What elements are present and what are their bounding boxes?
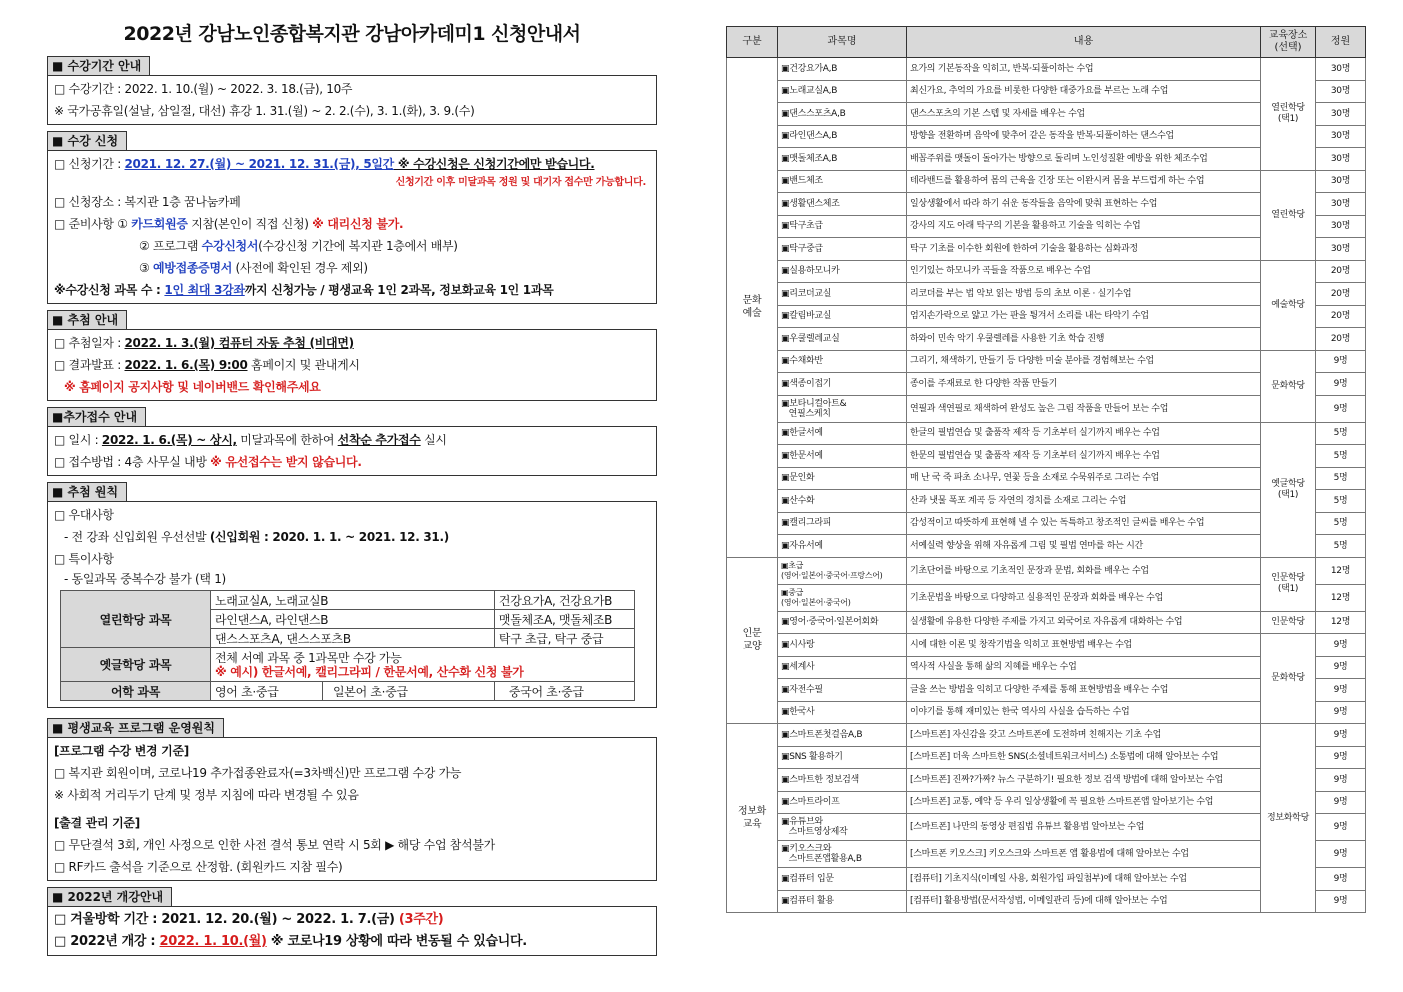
capacity-cell: 12명 <box>1316 557 1366 584</box>
capacity-cell: 9명 <box>1316 868 1366 891</box>
subject-description: 리코더를 부는 법 악보 읽는 방법 등의 초보 이론 · 실기수업 <box>907 283 1261 306</box>
capacity-cell: 9명 <box>1316 395 1366 422</box>
capacity-cell: 20명 <box>1316 283 1366 306</box>
course-restriction-table <box>60 590 635 701</box>
limit-value: 1인 최대 3강좌 <box>164 283 245 297</box>
subject-name: ▣한문서예 <box>778 445 907 468</box>
subject-name: ▣스마트한 정보검색 <box>778 769 907 792</box>
subject-name: ▣생활댄스체조 <box>778 193 907 216</box>
extra-method-label: □ 접수방법 : 4층 사무실 내방 <box>54 455 211 469</box>
subject-description: 탁구 기초를 이수한 회원에 한하여 기술을 활용하는 심화과정 <box>907 238 1261 261</box>
subject-name: ▣칼림바교실 <box>778 305 907 328</box>
capacity-cell: 30명 <box>1316 215 1366 238</box>
extra-date-text: 미달과목에 한하여 <box>236 433 338 447</box>
subject-name: ▣산수화 <box>778 490 907 513</box>
principle-box <box>47 501 657 708</box>
curriculum-row <box>727 350 1366 373</box>
lottery-notice: ※ 홈페이지 공지사항 및 네이버밴드 확인해주세요 <box>64 380 321 394</box>
subject-name: ▣SNS 활용하기 <box>778 746 907 769</box>
subject-name: ▣세계사 <box>778 656 907 679</box>
limit-post: 까지 신청가능 / 평생교육 1인 2과목, 정보화교육 1인 1과목 <box>244 283 554 297</box>
subject-description: 종이를 주재료로 한 다양한 작품 만들기 <box>907 373 1261 396</box>
prep2-pre: ② 프로그램 <box>139 239 202 253</box>
subject-name: ▣중급 (영어·일본어·중국어) <box>778 584 907 611</box>
subject-name: ▣탁구중급 <box>778 238 907 261</box>
period-value: : 2022. 1. 10.(월) ~ 2022. 3. 18.(금), 10주 <box>113 82 353 96</box>
capacity-cell: 9명 <box>1316 814 1366 841</box>
subject-description: [스마트폰] 진짜?가짜? 뉴스 구분하기! 필요한 정보 검색 방법에 대해 알아보는 수업 <box>907 769 1261 792</box>
capacity-cell: 9명 <box>1316 791 1366 814</box>
old-course-label: 옛글학당 과목 <box>61 648 211 682</box>
curriculum-row <box>727 260 1366 283</box>
curriculum-row <box>727 58 1366 81</box>
subject-description: 매 난 국 죽 파초 소나무, 연꽃 등을 소재로 수묵위주로 그리는 수업 <box>907 467 1261 490</box>
extra-box <box>47 426 657 476</box>
period-section-head: ■ 수강기간 안내 <box>47 56 150 75</box>
lottery-box <box>47 329 657 401</box>
opening-note: ※ 코로나19 상황에 따라 변동될 수 있습니다. <box>266 934 527 949</box>
extra-section-head: ■추가접수 안내 <box>47 407 146 426</box>
limit-pre: ※수강신청 과목 수 : <box>54 283 165 297</box>
open-row-2-a: 댄스스포츠A, 댄스스포츠B <box>211 629 495 648</box>
subject-description: 역사적 사실을 통해 삶의 지혜를 배우는 수업 <box>907 656 1261 679</box>
apply-section-head: ■ 수강 신청 <box>47 131 127 150</box>
subject-name: ▣보타니컬아트& 연필스케치 <box>778 395 907 422</box>
subject-name: ▣맷돌체조A,B <box>778 148 907 171</box>
prep2-item: 수강신청서 <box>201 239 259 253</box>
subject-description: 최신가요, 추억의 가요를 비롯한 다양한 대중가요를 부르는 노래 수업 <box>907 80 1261 103</box>
subject-description: 산과 냇물 폭포 계곡 등 자연의 경치를 소재로 그리는 수업 <box>907 490 1261 513</box>
prep1-warning: ※ 대리신청 불가. <box>312 217 404 231</box>
vacation-label: □ 겨울방학 기간 : 2021. 12. 20.(월) ~ 2022. 1. 7.(금) <box>54 912 399 927</box>
subject-name: ▣라인댄스A,B <box>778 125 907 148</box>
header-capacity: 정원 <box>1316 27 1366 58</box>
capacity-cell: 5명 <box>1316 467 1366 490</box>
capacity-cell: 9명 <box>1316 724 1366 747</box>
curriculum-row <box>727 422 1366 445</box>
open-row-0-a: 노래교실A, 노래교실B <box>211 591 495 610</box>
subject-description: 서예실력 향상을 위해 자유롭게 그림 및 필법 연마를 하는 시간 <box>907 535 1261 558</box>
period-label: □ 수강기간 <box>54 82 114 96</box>
curriculum-row <box>727 724 1366 747</box>
capacity-cell: 20명 <box>1316 260 1366 283</box>
capacity-cell: 30명 <box>1316 103 1366 126</box>
application-guide <box>47 18 657 956</box>
capacity-cell: 30명 <box>1316 148 1366 171</box>
location-cell: 문화학당 <box>1261 350 1316 422</box>
location-cell: 문화학당 <box>1261 634 1316 724</box>
curriculum-row <box>727 170 1366 193</box>
subject-name: ▣자유서예 <box>778 535 907 558</box>
capacity-cell: 5명 <box>1316 422 1366 445</box>
lang-item-2: 중국어 초·중급 <box>494 682 634 701</box>
old-line2: ※ 예시) 한글서예, 캘리그라피 / 한문서예, 산수화 신청 불가 <box>215 664 524 679</box>
subject-name: ▣한국사 <box>778 701 907 724</box>
attendance-rule-2: □ RF카드 출석을 기준으로 산정함. (회원카드 지참 필수) <box>54 860 343 874</box>
apply-place: □ 신청장소 : 복지관 1층 꿈나눔카페 <box>54 195 241 209</box>
location-cell: 인문학당 <box>1261 611 1316 634</box>
capacity-cell: 9명 <box>1316 769 1366 792</box>
subject-description: 이야기를 통해 재미있는 한국 역사의 사실을 습득하는 수업 <box>907 701 1261 724</box>
result-label: □ 결과발표 : <box>54 358 125 372</box>
attendance-head: [출결 관리 기준] <box>54 816 140 830</box>
subject-description: [스마트폰 키오스크] 키오스크와 스마트폰 앱 활용법에 대해 알아보는 수업 <box>907 841 1261 868</box>
subject-description: 연필과 색연필로 채색하여 완성도 높은 그림 작품을 만들어 보는 수업 <box>907 395 1261 422</box>
curriculum-row <box>727 611 1366 634</box>
header-category: 구분 <box>727 27 778 58</box>
pref-head: □ 우대사항 <box>54 508 114 522</box>
lottery-section-head: ■ 추첨 안내 <box>47 310 127 329</box>
location-cell: 인문학당 (택1) <box>1261 557 1316 611</box>
category-cell: 정보화 교육 <box>727 724 778 913</box>
period-box <box>47 75 657 125</box>
opening-section-head: ■ 2022년 개강안내 <box>47 887 172 906</box>
subject-name: ▣노래교실A,B <box>778 80 907 103</box>
subject-name: ▣유튜브와 스마트영상제작 <box>778 814 907 841</box>
operation-section-head: ■ 평생교육 프로그램 운영원칙 <box>47 718 224 737</box>
lottery-date-value: 2022. 1. 3.(월) 컴퓨터 자동 추첨 (비대면) <box>124 336 354 350</box>
subject-name: ▣컴퓨터 입문 <box>778 868 907 891</box>
subject-description: [스마트폰] 교통, 예약 등 우리 일상생활에 꼭 필요한 스마트폰앱 알아보기는 수업 <box>907 791 1261 814</box>
prep3-pre: ③ <box>139 261 153 275</box>
subject-name: ▣리코더교실 <box>778 283 907 306</box>
subject-description: [컴퓨터] 기초지식(이메일 사용, 회원가입 파일첨부)에 대해 알아보는 수업 <box>907 868 1261 891</box>
change-rule-1: □ 복지관 회원이며, 코로나19 추가접종완료자(=3차백신)만 프로그램 수강 가능 <box>54 766 462 780</box>
capacity-cell: 9명 <box>1316 890 1366 913</box>
subject-description: 방향을 전환하며 음악에 맞추어 같은 동작을 반복·되풀이하는 댄스수업 <box>907 125 1261 148</box>
lang-course-label: 어학 과목 <box>61 682 211 701</box>
prep2-text: (수강신청 기간에 복지관 1층에서 배부) <box>258 239 458 253</box>
capacity-cell: 30명 <box>1316 80 1366 103</box>
curriculum-table <box>726 26 1366 913</box>
subject-name: ▣시사랑 <box>778 634 907 657</box>
old-line1: 전체 서예 과목 중 1과목만 수강 가능 <box>215 650 402 665</box>
subject-description: 엄지손가락으로 얇고 가는 판을 튕겨서 소리를 내는 타악기 수업 <box>907 305 1261 328</box>
header-location: 교육장소 (선택) <box>1261 27 1316 58</box>
apply-period-value: 2021. 12. 27.(월) ~ 2021. 12. 31.(금), 5일간 <box>124 157 394 171</box>
category-cell: 인문 교양 <box>727 557 778 724</box>
curriculum-panel <box>726 26 1365 913</box>
location-cell: 예술학당 <box>1261 260 1316 350</box>
subject-description: 일상생활에서 따라 하기 쉬운 동작들을 음악에 맞춰 표현하는 수업 <box>907 193 1261 216</box>
pref-bold: (신입회원 : 2020. 1. 1. ~ 2021. 12. 31.) <box>209 530 449 544</box>
subject-name: ▣스마트라이프 <box>778 791 907 814</box>
subject-name: ▣영어·중국어·일본어회화 <box>778 611 907 634</box>
subject-description: 감성적이고 따뜻하게 표현해 낼 수 있는 독특하고 창조적인 글씨를 배우는 수업 <box>907 512 1261 535</box>
apply-box <box>47 150 657 304</box>
extra-date-end: 실시 <box>420 433 447 447</box>
apply-period-label: □ 신청기간 : <box>54 157 125 171</box>
subject-description: 그리기, 채색하기, 만들기 등 다양한 미술 분야를 경험해보는 수업 <box>907 350 1261 373</box>
page-title: 2022년 강남노인종합복지관 강남아카데미1 신청안내서 <box>123 23 581 45</box>
subject-description: 하와이 민속 악기 우쿨렐레를 사용한 기초 학습 진행 <box>907 328 1261 351</box>
capacity-cell: 9명 <box>1316 350 1366 373</box>
subject-name: ▣컴퓨터 활용 <box>778 890 907 913</box>
prep1-item: 카드회원증 <box>131 217 188 231</box>
lang-item-1: 일본어 초·중급 <box>323 682 495 701</box>
header-content: 내용 <box>907 27 1261 58</box>
capacity-cell: 20명 <box>1316 305 1366 328</box>
opening-box <box>47 906 657 956</box>
operation-box <box>47 737 657 881</box>
subject-name: ▣자전수필 <box>778 679 907 702</box>
pref-text: - 전 강좌 신입회원 우선선발 <box>64 530 210 544</box>
apply-period-sub: 신청기간 이후 미달과목 정원 및 대기자 접수만 가능합니다. <box>395 177 646 188</box>
subject-description: 실생활에 유용한 다양한 주제를 가지고 외국어로 자유롭게 대화하는 수업 <box>907 611 1261 634</box>
subject-name: ▣밴드체조 <box>778 170 907 193</box>
prep-label: □ 준비사항 ① <box>54 217 132 231</box>
open-row-0-b: 건강요가A, 건강요가B <box>494 591 634 610</box>
subject-name: ▣댄스스포츠A,B <box>778 103 907 126</box>
open-row-2-b: 탁구 초급, 탁구 중급 <box>494 629 634 648</box>
lottery-date-label: □ 추첨일자 : <box>54 336 125 350</box>
open-row-1-b: 맷돌체조A, 맷돌체조B <box>494 610 634 629</box>
apply-period-note: ※ 수강신청은 신청기간에만 받습니다. <box>393 157 595 171</box>
capacity-cell: 9명 <box>1316 656 1366 679</box>
subject-description: 요가의 기본동작을 익히고, 반복·되풀이하는 수업 <box>907 58 1261 81</box>
subject-name: ▣스마트폰첫걸음A,B <box>778 724 907 747</box>
capacity-cell: 9명 <box>1316 841 1366 868</box>
change-head: [프로그램 수강 변경 기준] <box>54 744 189 758</box>
capacity-cell: 9명 <box>1316 679 1366 702</box>
subject-name: ▣캘리그라피 <box>778 512 907 535</box>
subject-name: ▣문인화 <box>778 467 907 490</box>
capacity-cell: 9명 <box>1316 746 1366 769</box>
subject-name: ▣색종이접기 <box>778 373 907 396</box>
subject-name: ▣키오스크와 스마트폰앱활용A,B <box>778 841 907 868</box>
capacity-cell: 9명 <box>1316 634 1366 657</box>
subject-name: ▣우쿨렐레교실 <box>778 328 907 351</box>
holiday-note: ※ 국가공휴일(설날, 삼일절, 대선) 휴강 1. 31.(월) ~ 2. 2.(수), 3. 1.(화), 3. 9.(수) <box>54 104 475 118</box>
capacity-cell: 12명 <box>1316 611 1366 634</box>
subject-description: [스마트폰] 자신감을 갖고 스마트폰에 도전하며 친해지는 기초 수업 <box>907 724 1261 747</box>
subject-name: ▣건강요가A,B <box>778 58 907 81</box>
subject-description: 기초단어를 바탕으로 기초적인 문장과 문법, 회화를 배우는 수업 <box>907 557 1261 584</box>
principle-section-head: ■ 추첨 원칙 <box>47 482 127 501</box>
subject-description: 한글의 필법연습 및 출품작 제작 등 기초부터 실기까지 배우는 수업 <box>907 422 1261 445</box>
capacity-cell: 9명 <box>1316 701 1366 724</box>
subject-description: 한문의 필법연습 및 출품작 제작 등 기초부터 실기까지 배우는 수업 <box>907 445 1261 468</box>
location-cell: 열린학당 <box>1261 170 1316 260</box>
capacity-cell: 5명 <box>1316 535 1366 558</box>
capacity-cell: 30명 <box>1316 193 1366 216</box>
extra-method-warning: ※ 유선접수는 받지 않습니다. <box>210 455 362 469</box>
extra-date-bold: 선착순 추가접수 <box>337 433 421 447</box>
result-text: 홈페이지 및 관내게시 <box>247 358 360 372</box>
capacity-cell: 12명 <box>1316 584 1366 611</box>
subject-description: 테라밴드를 활용하여 몸의 근육을 긴장 또는 이완시켜 몸을 부드럽게 하는 수업 <box>907 170 1261 193</box>
subject-name: ▣수채화반 <box>778 350 907 373</box>
prep1-text: 지참(본인이 직접 신청) <box>187 217 313 231</box>
subject-description: 글을 쓰는 방법을 익히고 다양한 주제를 통해 표현방법을 배우는 수업 <box>907 679 1261 702</box>
special-text: - 동일과목 중복수강 불가 (택 1) <box>64 572 226 586</box>
capacity-cell: 5명 <box>1316 490 1366 513</box>
change-rule-2: ※ 사회적 거리두기 단계 및 정부 지침에 따라 변경될 수 있음 <box>54 788 359 802</box>
attendance-rule-1: □ 무단결석 3회, 개인 사정으로 인한 사전 결석 통보 연락 시 5회 ▶ 해당 수업 참석불가 <box>54 838 495 852</box>
capacity-cell: 30명 <box>1316 125 1366 148</box>
opening-date: 2022. 1. 10.(월) <box>159 934 267 949</box>
prep3-item: 예방접종증명서 <box>152 261 233 275</box>
open-course-label: 열린학당 과목 <box>61 591 211 648</box>
curriculum-row <box>727 557 1366 584</box>
capacity-cell: 5명 <box>1316 445 1366 468</box>
capacity-cell: 30명 <box>1316 170 1366 193</box>
header-subject: 과목명 <box>778 27 907 58</box>
capacity-cell: 9명 <box>1316 373 1366 396</box>
result-value: 2022. 1. 6.(목) 9:00 <box>124 358 248 372</box>
capacity-cell: 30명 <box>1316 58 1366 81</box>
subject-description: 댄스스포츠의 기본 스텝 및 자세를 배우는 수업 <box>907 103 1261 126</box>
lang-item-0: 영어 초·중급 <box>211 682 323 701</box>
subject-description: 강사의 지도 아래 탁구의 기본을 활용하고 기술을 익히는 수업 <box>907 215 1261 238</box>
subject-description: 배꼽주위를 맷돌이 돌아가는 방향으로 돌리며 노인성질환 예방을 위한 체조수업 <box>907 148 1261 171</box>
extra-date-label: □ 일시 : <box>54 433 102 447</box>
opening-label: □ 2022년 개강 : <box>54 934 160 949</box>
subject-description: 인기있는 하모니카 곡들을 작품으로 배우는 수업 <box>907 260 1261 283</box>
subject-description: [컴퓨터] 활용방법(문서작성법, 이메일관리 등)에 대해 알아보는 수업 <box>907 890 1261 913</box>
curriculum-row <box>727 634 1366 657</box>
curriculum-header-row <box>727 27 1366 58</box>
vacation-weeks: (3주간) <box>398 912 444 927</box>
open-row-1-a: 라인댄스A, 라인댄스B <box>211 610 495 629</box>
subject-name: ▣초급 (영어·일본어·중국어·프랑스어) <box>778 557 907 584</box>
subject-description: [스마트폰] 더욱 스마트한 SNS(소셜네트워크서비스) 소통법에 대해 알아보는 수업 <box>907 746 1261 769</box>
location-cell: 정보화학당 <box>1261 724 1316 913</box>
capacity-cell: 5명 <box>1316 512 1366 535</box>
category-cell: 문화 예술 <box>727 58 778 558</box>
subject-description: [스마트폰] 나만의 동영상 편집법 유튜브 활용법 알아보는 수업 <box>907 814 1261 841</box>
location-cell: 옛글학당 (택1) <box>1261 422 1316 557</box>
capacity-cell: 20명 <box>1316 328 1366 351</box>
special-head: □ 특이사항 <box>54 552 114 566</box>
extra-date-value: 2022. 1. 6.(목) ~ 상시, <box>101 433 237 447</box>
subject-name: ▣탁구초급 <box>778 215 907 238</box>
subject-description: 시에 대한 이론 및 창작기법을 익히고 표현방법 배우는 수업 <box>907 634 1261 657</box>
subject-name: ▣실용하모니카 <box>778 260 907 283</box>
capacity-cell: 30명 <box>1316 238 1366 261</box>
location-cell: 열린학당 (택1) <box>1261 58 1316 171</box>
prep3-text: (사전에 확인된 경우 제외) <box>232 261 368 275</box>
subject-name: ▣한글서예 <box>778 422 907 445</box>
subject-description: 기초문법을 바탕으로 다양하고 실용적인 문장과 회화를 배우는 수업 <box>907 584 1261 611</box>
